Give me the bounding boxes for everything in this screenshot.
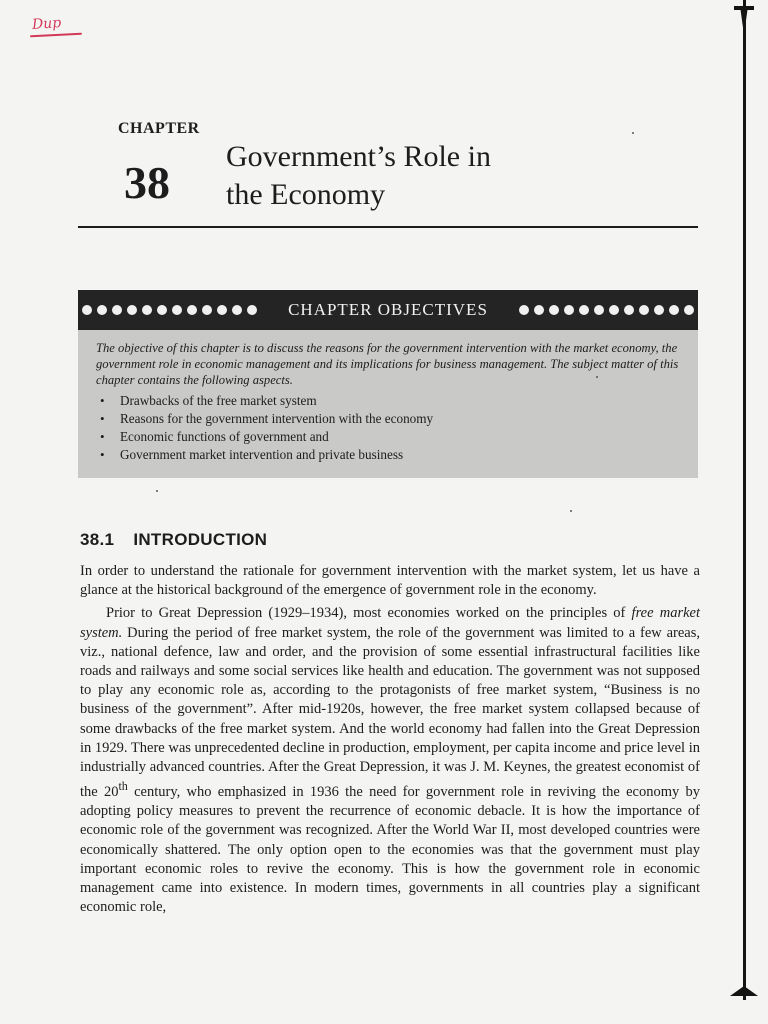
objective-item: • Economic functions of government and bbox=[100, 428, 698, 446]
handwritten-underline bbox=[30, 33, 82, 38]
paragraph-2-end: century, who emphasized in 1936 the need for government role in reviving the economy by adopting policy measures to prevent the recurrence of economic debacle. It is how the importance of economic role of the government was recognized. After the World War II, most developed countries were economically shattered. The only option open to the economies was that the government must play important economic roles to revive the economy. This is how the government role in economic management came into existence. In modern times, governments in all countries play a significant economic role, bbox=[80, 784, 700, 916]
scan-edge-top-mark bbox=[734, 6, 754, 28]
section-number: 38.1 bbox=[80, 530, 115, 549]
objective-item: • Government market intervention and private business bbox=[100, 446, 698, 464]
decorative-dots-left bbox=[82, 305, 257, 315]
paragraph-2-middle: During the period of free market system, the role of the government was limited to a few areas, viz., national defence, law and order, and the provision of some essential infrastructural facilities like roads and railways and some social services like health and education. The government was not supposed to play any economic role as, according to the protagonists of free market system, “Business is no business of the government”. After mid-1920s, however, the free market system collapsed because of some drawbacks of the free market system. And the world economy had fallen into the Great Depression in 1929. There was unprecedented decline in production, employment, per capita income and price level in industrially advanced countries. After the Great Depression, it was J. M. Keynes, the greatest economist of the 20 bbox=[80, 624, 700, 801]
paragraph-2-start: Prior to Great Depression (1929–1934), most economies worked on the principles of bbox=[106, 605, 632, 622]
scan-speck bbox=[156, 490, 158, 492]
chapter-title bbox=[226, 138, 491, 214]
handwritten-note: Dup bbox=[31, 15, 62, 33]
paragraph-2-superscript: th bbox=[118, 779, 128, 794]
scan-speck bbox=[596, 376, 598, 378]
chapter-label: CHAPTER bbox=[118, 120, 200, 137]
chapter-objectives-heading: CHAPTER OBJECTIVES bbox=[278, 300, 498, 320]
chapter-number: 38 bbox=[124, 157, 170, 208]
chapter-title-line-2: the Economy bbox=[226, 178, 386, 211]
scan-binding-edge bbox=[743, 0, 746, 1000]
chapter-objectives-box bbox=[78, 290, 698, 478]
body-text bbox=[80, 562, 700, 917]
objective-item: • Drawbacks of the free market system bbox=[100, 392, 698, 410]
section-title: INTRODUCTION bbox=[133, 530, 268, 549]
chapter-title-line-1: Government’s Role in bbox=[226, 140, 491, 173]
decorative-dots-right bbox=[519, 305, 694, 315]
chapter-objectives-intro: The objective of this chapter is to discuss the reasons for the government intervention with the market economy, the government role in economic management and its implications for business management. The subject matter of this chapter contains the following aspects. bbox=[96, 341, 679, 387]
chapter-divider bbox=[78, 226, 698, 228]
scan-edge-bottom-mark bbox=[730, 986, 758, 996]
paragraph-1: In order to understand the rationale for government intervention with the market system, let us have a glance at the historical background of the emergence of government role in the economy. bbox=[80, 563, 700, 599]
paragraph-2-emphasis: free market system. bbox=[80, 605, 700, 641]
scan-speck bbox=[632, 132, 634, 134]
paragraph-2 bbox=[80, 604, 700, 917]
chapter-objectives-list bbox=[78, 392, 698, 464]
section-heading bbox=[80, 530, 267, 550]
objective-item: • Reasons for the government intervention with the economy bbox=[100, 410, 698, 428]
chapter-objectives-header bbox=[78, 290, 698, 330]
scan-speck bbox=[570, 510, 572, 512]
